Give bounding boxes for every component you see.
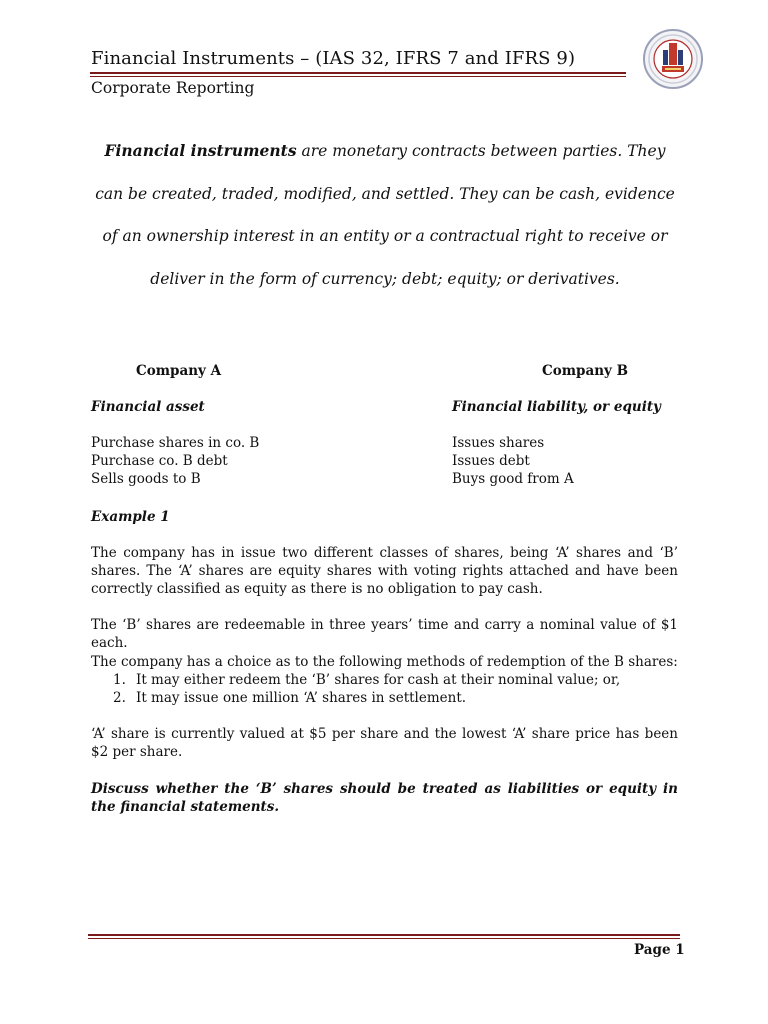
example-paragraph-4: ‘A’ share is currently valued at $5 per share and the lowest ‘A’ share price has been $2 per share. bbox=[91, 726, 678, 760]
list-number: 2. bbox=[113, 690, 126, 706]
list-item bbox=[91, 689, 678, 707]
example-question: Discuss whether the ‘B’ shares should be treated as liabilities or equity in the financial statements. bbox=[91, 781, 678, 815]
example-paragraph-3: The company has a choice as to the following methods of redemption of the B shares: bbox=[91, 654, 678, 670]
footer-rule-bottom bbox=[88, 938, 680, 939]
list-item: Purchase shares in co. B bbox=[91, 435, 260, 451]
footer-rule-top bbox=[88, 934, 680, 936]
university-seal-icon bbox=[642, 28, 704, 90]
company-b-heading: Company B bbox=[542, 363, 628, 379]
intro-term: Financial instruments bbox=[104, 141, 297, 160]
intro-paragraph bbox=[90, 130, 680, 300]
example-heading: Example 1 bbox=[91, 509, 170, 525]
list-number: 1. bbox=[113, 672, 126, 688]
company-b-list bbox=[452, 434, 682, 488]
list-item: Sells goods to B bbox=[91, 471, 201, 487]
company-a-list bbox=[91, 434, 391, 488]
header-rule-bottom bbox=[90, 76, 626, 77]
example-paragraph-1: The company has in issue two different classes of shares, being ‘A’ shares and ‘B’ shares. The ‘A’ shares are equity shares with voting rights attached and have been correctly classified as equity as there is no obligation to pay cash. bbox=[91, 545, 678, 597]
example-paragraph-2: The ‘B’ shares are redeemable in three years’ time and carry a nominal value of $1 each. bbox=[91, 617, 678, 651]
intro-text: are monetary contracts between parties. They can be created, traded, modified, and settled. They can be cash, evidence of an ownership interest in an entity or a contractual right to receive or deliver in the form of currency; debt; equity; or derivatives. bbox=[95, 142, 675, 288]
list-text: It may issue one million ‘A’ shares in settlement. bbox=[136, 690, 467, 706]
redemption-options-list bbox=[91, 671, 678, 707]
list-text: It may either redeem the ‘B’ shares for cash at their nominal value; or, bbox=[136, 672, 621, 688]
company-a-heading: Company A bbox=[136, 363, 222, 379]
document-subtitle: Corporate Reporting bbox=[91, 79, 255, 97]
list-item bbox=[91, 671, 678, 689]
company-a-subheading: Financial asset bbox=[91, 399, 205, 415]
list-item: Issues shares bbox=[452, 435, 545, 451]
header-rule-top bbox=[90, 72, 626, 74]
page-number: Page 1 bbox=[634, 942, 685, 958]
list-item: Purchase co. B debt bbox=[91, 453, 228, 469]
list-item: Issues debt bbox=[452, 453, 530, 469]
list-item: Buys good from A bbox=[452, 471, 574, 487]
document-title: Financial Instruments – (IAS 32, IFRS 7 and IFRS 9) bbox=[91, 48, 576, 69]
company-b-subheading: Financial liability, or equity bbox=[452, 399, 661, 415]
